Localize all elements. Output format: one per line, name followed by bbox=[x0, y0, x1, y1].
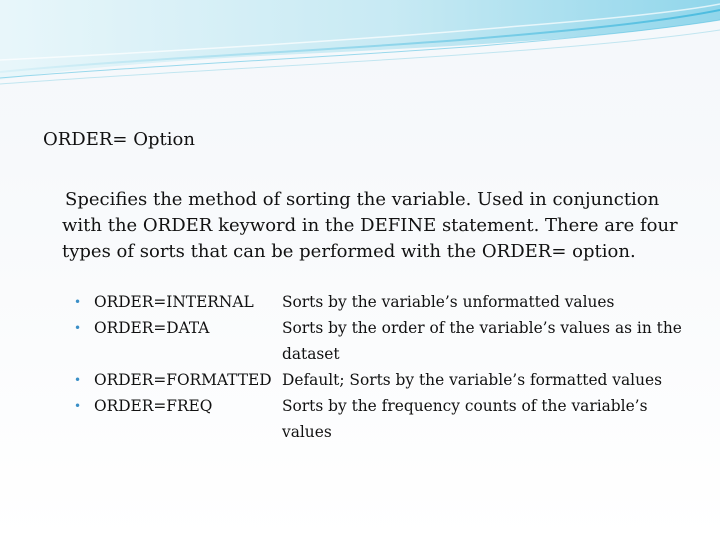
option-name: ORDER=INTERNAL bbox=[94, 293, 254, 311]
list-item bbox=[74, 289, 694, 315]
option-description: Sorts by the frequency counts of the variable’s values bbox=[282, 397, 648, 441]
list-item bbox=[74, 393, 694, 445]
bullet-icon: • bbox=[74, 373, 82, 387]
option-description: Sorts by the order of the variable’s values as in the dataset bbox=[282, 319, 682, 363]
slide-title: ORDER= Option bbox=[43, 129, 195, 150]
bullet-icon: • bbox=[74, 399, 82, 413]
decorative-wave-banner bbox=[0, 0, 720, 90]
bullet-icon: • bbox=[74, 295, 82, 309]
option-name: ORDER=FREQ bbox=[94, 397, 213, 415]
list-item bbox=[74, 315, 694, 367]
option-description: Default; Sorts by the variable’s formatted values bbox=[282, 371, 663, 389]
option-name: ORDER=DATA bbox=[94, 319, 210, 337]
slide-description: Specifies the method of sorting the variable. Used in conjunction with the ORDER keyword in the DEFINE statement. There are four types of sorts that can be performed with the ORDER= option. bbox=[62, 189, 678, 262]
bullet-icon: • bbox=[74, 321, 82, 335]
option-description: Sorts by the variable’s unformatted values bbox=[282, 293, 615, 311]
list-item bbox=[74, 367, 694, 393]
order-options-list bbox=[74, 289, 694, 445]
option-name: ORDER=FORMATTED bbox=[94, 371, 272, 389]
